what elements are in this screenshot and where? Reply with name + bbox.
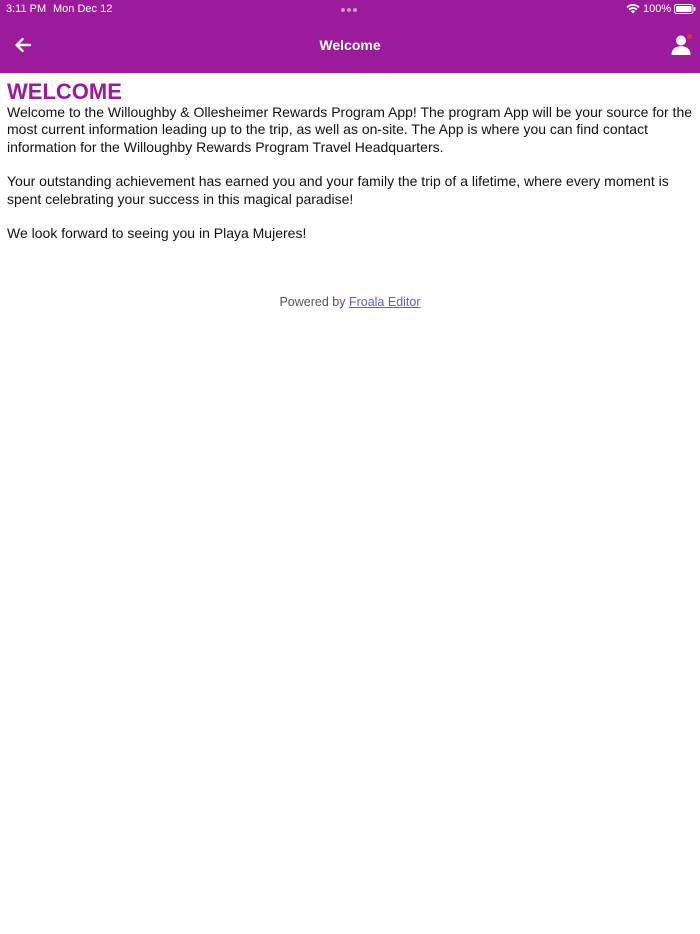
battery-percent: 100% — [643, 3, 672, 15]
page-title: Welcome — [319, 37, 381, 53]
arrow-left-icon — [14, 37, 32, 53]
intro-paragraph: Welcome to the Willoughby & Ollesheimer Rewards Program App! The program App will be your source for the most current information leading up to the trip, as well as on-site. The App is where you can find contact information for the Willoughby Rewards Program Travel Headquarters. — [7, 104, 693, 155]
powered-by-footer — [0, 294, 700, 310]
achievement-paragraph: Your outstanding achievement has earned you and your family the trip of a lifetime, where every moment is spent celebrating your success in this magical paradise! — [7, 173, 669, 207]
welcome-heading: WELCOME — [7, 79, 122, 104]
user-profile-button[interactable] — [668, 33, 694, 57]
main-content — [7, 80, 695, 259]
app-header — [0, 0, 700, 73]
wifi-icon — [626, 3, 640, 14]
battery-full-icon — [674, 4, 696, 14]
status-date: Mon Dec 12 — [53, 3, 113, 15]
froala-editor-link[interactable]: Froala Editor — [348, 295, 421, 309]
notification-dot — [687, 34, 692, 39]
multitasking-dots-icon[interactable] — [341, 8, 359, 12]
status-time: 3:11 PM — [6, 3, 47, 15]
back-button[interactable] — [10, 34, 36, 56]
closing-paragraph: We look forward to seeing you in Playa Mujeres! — [7, 225, 307, 242]
powered-by-label: Powered by — [279, 295, 349, 309]
status-bar — [0, 0, 700, 18]
